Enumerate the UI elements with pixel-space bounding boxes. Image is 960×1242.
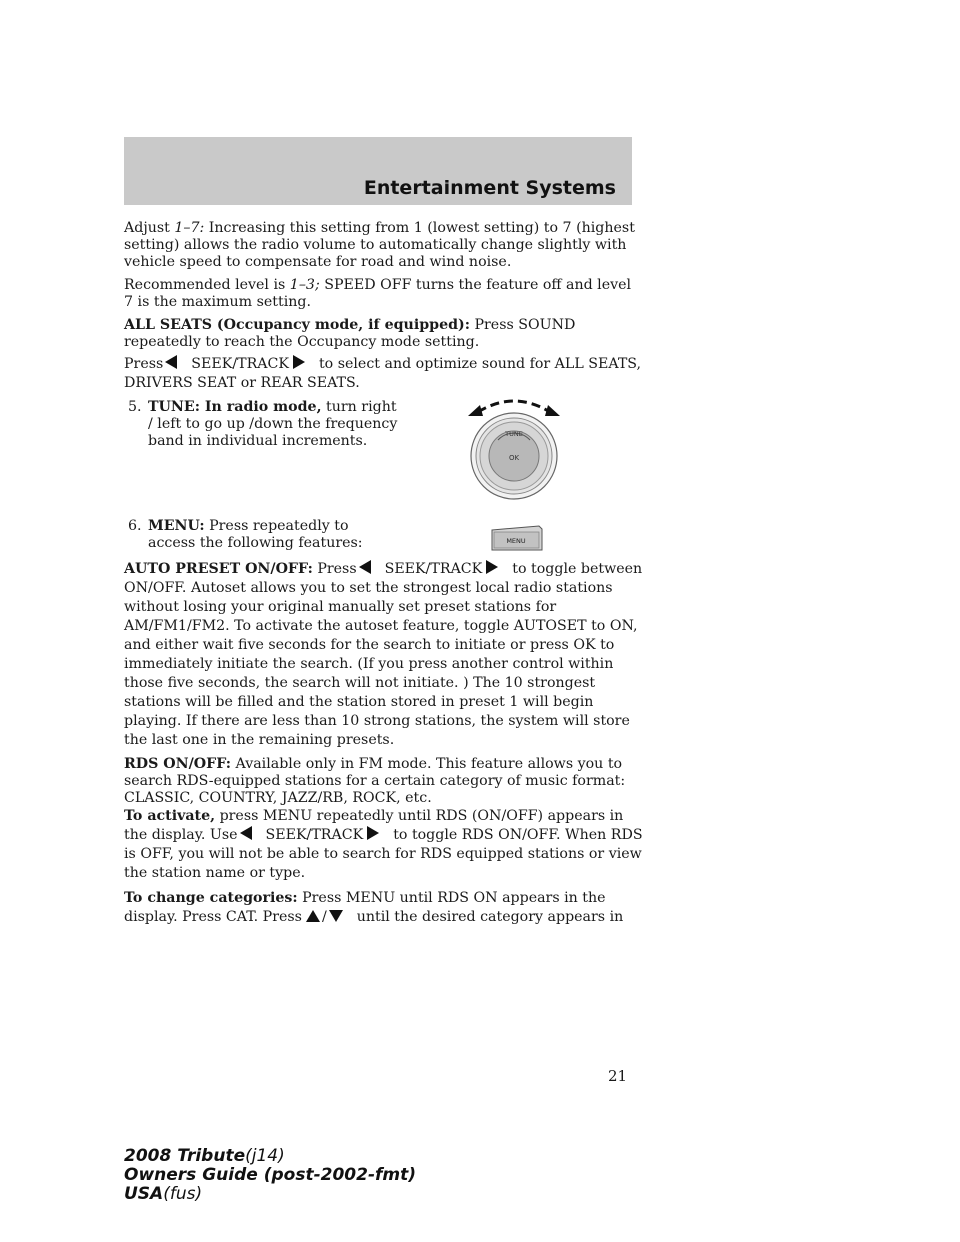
footer-model: 2008 Tribute: [124, 1146, 246, 1166]
text: Press: [312, 561, 357, 577]
body-text: [124, 220, 644, 933]
item-number: 6.: [128, 518, 142, 534]
paragraph-auto-preset: [124, 560, 644, 750]
menu-button-icon: [491, 525, 543, 553]
text: to select and optimize sound for ALL SEATS, DRIVERS SEAT or REAR SEATS.: [124, 356, 642, 391]
tune-knob-icon: [464, 394, 564, 506]
footer-line-2: Owners Guide (post-2002-fmt): [124, 1165, 417, 1185]
text: /: [321, 909, 327, 925]
seek-left-arrow-icon: [165, 355, 177, 369]
text: Press repeatedly to access the following features:: [148, 518, 363, 551]
section-header-band: [124, 137, 632, 205]
down-arrow-icon: [329, 910, 343, 922]
seek-right-arrow-icon: [367, 826, 379, 840]
list-item-tune: [124, 399, 398, 450]
footer-market: USA: [124, 1184, 164, 1204]
text: press MENU repeatedly until RDS (ON/OFF) appears in the display. Use: [124, 808, 624, 843]
bold-heading: AUTO PRESET ON/OFF:: [124, 561, 313, 577]
paragraph-rds: [124, 756, 644, 807]
menu-button-illustration: [491, 525, 543, 557]
footer-line-3: [124, 1185, 416, 1204]
italic-text: 1–7:: [174, 220, 205, 236]
text: SEEK/TRACK: [191, 356, 289, 372]
paragraph-all-seats: [124, 317, 644, 351]
bold-heading: RDS ON/OFF:: [124, 756, 232, 772]
list-item-menu: [124, 518, 398, 552]
up-arrow-icon: [306, 910, 320, 922]
footer-market-code: (fus): [163, 1184, 203, 1204]
item-number: 5.: [128, 399, 142, 415]
footer-line-1: [124, 1147, 416, 1166]
paragraph-change-categories: [124, 889, 644, 927]
paragraph-press-seek: [124, 355, 644, 393]
seek-right-arrow-icon: [293, 355, 305, 369]
text: Recommended level is: [124, 277, 290, 293]
section-title: Entertainment Systems: [363, 177, 616, 199]
text: Press MENU until RDS ON appears in the display. Press CAT. Press: [124, 890, 606, 925]
paragraph-recommended-level: [124, 277, 644, 311]
text: Increasing this setting from 1 (lowest setting) to 7 (highest setting) allows the radio volume to automatically change slightly with vehicle speed to compensate for road and wind noise.: [124, 220, 635, 270]
text: turn right / left to go up /down the frequency band in individual increments.: [148, 399, 398, 449]
paragraph-adjust: [124, 220, 644, 271]
text: Press: [124, 356, 164, 372]
text: to toggle between ON/OFF. Autoset allows you to set the strongest local radio stations without losing your original manually set preset stations for AM/FM1/FM2. To activate the autoset feature, toggle AUTOSET to ON, and either wait five seconds for the search to initiate or press OK to immediately initiate the search. (If you press another control within those five seconds, the search will not initiate. ) The 10 strongest stations will be filled and the station stored in preset 1 will begin playing. If there are less than 10 strong stations, the system will store the last one in the remaining presets.: [124, 561, 643, 748]
knob-ok-label: OK: [508, 454, 520, 462]
seek-left-arrow-icon: [240, 826, 252, 840]
bold-heading: To change categories:: [124, 890, 298, 906]
paragraph-to-activate: [124, 807, 644, 883]
bold-heading: TUNE: In radio mode,: [148, 399, 322, 415]
menu-button-label: MENU: [506, 537, 526, 545]
text: Press SOUND repeatedly to reach the Occupancy mode setting.: [124, 317, 576, 350]
bold-heading: MENU:: [148, 518, 205, 534]
text: to toggle RDS ON/OFF. When RDS is OFF, you will not be able to search for RDS equipped stations or view the station name or type.: [124, 827, 643, 881]
text: SEEK/TRACK: [384, 561, 483, 577]
page-number: 21: [608, 1067, 628, 1085]
text: Available only in FM mode. This feature allows you to search RDS-equipped stations for a certain category of music format: CLASSIC, COUNTRY, JAZZ/RB, ROCK, etc.: [124, 756, 626, 806]
knob-tune-label: TUNE: [505, 430, 523, 438]
bold-heading: ALL SEATS (Occupancy mode, if equipped):: [124, 317, 470, 333]
text: Adjust: [124, 220, 175, 236]
seek-right-arrow-icon: [486, 560, 498, 574]
text: SPEED OFF turns the feature off and level 7 is the maximum setting.: [124, 277, 632, 310]
seek-left-arrow-icon: [359, 560, 371, 574]
tune-knob-illustration: [464, 394, 564, 510]
italic-text: 1–3;: [289, 277, 320, 293]
bold-heading: To activate,: [124, 808, 216, 824]
footer-code: (j14): [245, 1146, 285, 1166]
text: SEEK/TRACK: [265, 827, 364, 843]
footer: [124, 1147, 416, 1204]
text: until the desired category appears in: [356, 909, 624, 925]
